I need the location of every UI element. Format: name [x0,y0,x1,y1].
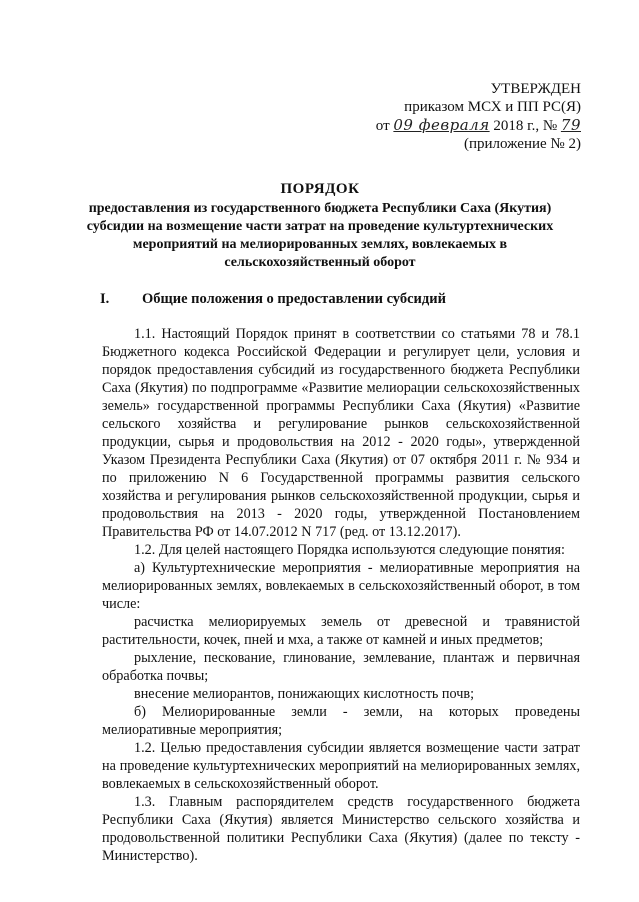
approval-date-handwritten: 09 февраля [393,116,490,134]
body-text [102,325,580,865]
paragraph: рыхление, пескование, глинование, землевание, плантаж и первичная обработка почвы; [102,650,580,684]
approval-number-handwritten: 79 [560,116,581,134]
approval-date-line [321,116,581,135]
paragraph: внесение мелиорантов, понижающих кислотность почв; [134,686,475,702]
approval-order: приказом МСХ и ПП РС(Я) [404,99,581,115]
paragraph: а) Культуртехнические мероприятия - мелиоративные мероприятия на мелиорированных землях, вовлекаемых в сельскохозяйственный оборот, в том числе: [102,560,580,612]
paragraph: 1.2. Для целей настоящего Порядка используются следующие понятия: [134,542,565,558]
paragraph: 1.2. Целью предоставления субсидии является возмещение части затрат на проведение культуртехнических мероприятий на мелиорированных землях, вовлекаемых в сельскохозяйственный оборот. [102,740,580,792]
section-number: I. [100,291,110,307]
document-subtitle: предоставления из государственного бюджета Республики Саха (Якутия) субсидии на возмещение части затрат на проведение культуртехнических мероприятий на мелиорированных землях, вовлекаемых в сельскохозяйственный оборот [86,201,554,270]
approval-date-prefix: от [375,118,394,134]
section-title: Общие положения о предоставлении субсидий [142,291,446,307]
document-title: ПОРЯДОК [280,181,360,197]
section-heading [100,290,560,308]
paragraph: 1.1. Настоящий Порядок принят в соответствии со статьями 78 и 78.1 Бюджетного кодекса Российской Федерации и регулирует цели, условия и порядок предоставления субсидий из государственного бюджета Республики Саха (Якутия) по подпрограмме «Развитие мелиорации сельскохозяйственных земель» государственной программы Республики Саха (Якутия) «Развитие сельского хозяйства и регулирование рынков сельскохозяйственной продукции, сырья и продовольствия на 2012 - 2020 годы», утвержденной Указом Президента Республики Саха (Якутия) от 07 октября 2011 г. № 934 и по приложению N 6 Государственной программы развития сельского хозяйства и регулирования рынков сельскохозяйственной продукции, сырья и продовольствия на 2013 - 2020 годы, утвержденной Постановлением Правительства РФ от 14.07.2012 N 717 (ред. от 13.12.2017). [102,326,580,540]
approval-year: 2018 г., № [489,118,561,134]
paragraph: 1.3. Главным распорядителем средств государственного бюджета Республики Саха (Якутия) является Министерство сельского хозяйства и продовольственной политики Республики Саха (Якутия) (далее по тексту - Министерство). [102,794,580,864]
paragraph: б) Мелиорированные земли - земли, на которых проведены мелиоративные мероприятия; [102,704,580,738]
title-block [60,180,580,272]
approval-title: УТВЕРЖДЕН [490,81,581,97]
approval-stamp [321,80,581,153]
paragraph: расчистка мелиорируемых земель от древесной и травянистой растительности, кочек, пней и мха, а также от камней и иных предметов; [102,614,580,648]
approval-appendix: (приложение № 2) [463,136,581,152]
